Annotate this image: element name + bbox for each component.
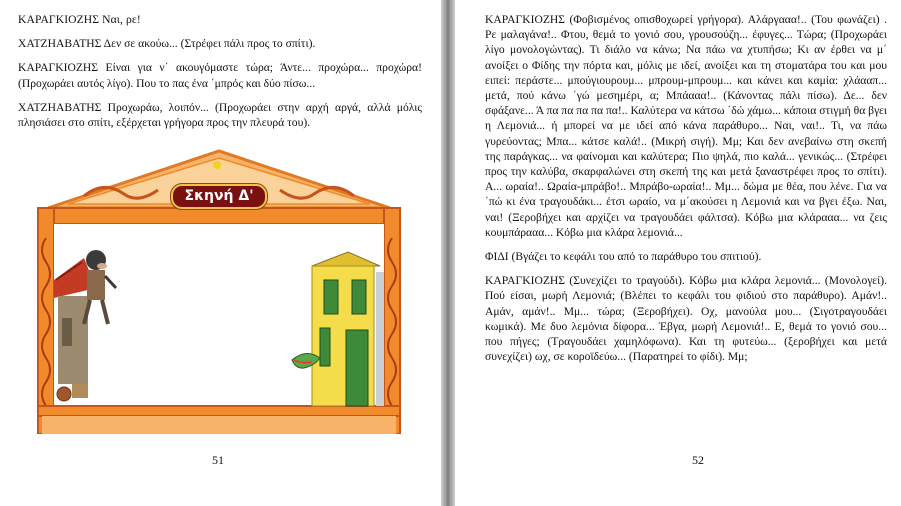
left-page — [0, 0, 441, 506]
shadow-theatre-illustration — [24, 148, 414, 434]
paragraph: ΦΙΔΙ (Βγάζει το κεφάλι του από το παράθυρο του σπιτιού). — [485, 250, 762, 264]
paragraph: ΚΑΡΑΓΚΙΟΖΗΣ Ναι, ρε! — [18, 13, 141, 26]
paragraph: ΚΑΡΑΓΚΙΟΖΗΣ (Φοβισμένος οπισθοχωρεί γρήγορα). Αλάργααα!.. (Του φωνάζει) . Ρε μαλαγάνα!.. Φτου, θεμά το γονιό σου, γρουσούζη... έφυγες... Τώρα; (Προχωράει λίγο μονολογώντας). Τι διάλο να κάνω; Να πάω να χτυπήσω; Κι αν έρθει να μ΄ ανοίξει ο Φίδης την πόρτα και, μόλις με ιδεί, ανοίξει και τη στοματάρα του και μου ειπεί: περάστε... μπούγιουρουμ... μπρουμ-μπρουμ... και κάνει και καμία: χλάααπ... μετά, πού κάνω ΄γώ μεσημέρι, α; Μπάααα!.. (Κάνοντας πάλι πίσω). Δε... δεν σφάξανε... Ά πα πα πα πα πα!.. Καλύτερα να κάτσω ΄δώ χάμω... κάποια στιγμή θα βγει η Λεμονιά... ή μπορεί να με ιδεί από κάνα παράθυρο... Ναι, ναι!.. Τι, να πάω γυρεύοντας; Μπα... κάτσε καλά!.. (Μικρή σιγή). Μμ; Και δεν ανεβαίνω στη σκεπή της παράγκας... να φαίνομαι και καλύτερα; Πιο ψηλά, πιο καλά... γενικώς... (Στρέφει προς την καλύβα, σκαρφαλώνει στη σκεπή της και μετά ξαναστρέφει προς το σπίτι). Α... ωραία!.. Ωραία-μπράβο!.. Μπράβο-ωραία!.. Μμ... δώμα με θέα, που λένε. Για να ΄πώ κι ένα τραγουδάκι... έτσι ωραίο, να μ΄ακούσει η Λεμονιά και να βγει έξω. Ναι, ναι! (Ξεροβήχει και αρχίζει να τραγουδάει φάλτσα). Κόβω μια κλάρααα... να ζεις κουμπάρααα... Κόβω μια κλάρα λεμονιά... — [485, 13, 887, 239]
left-page-text — [18, 12, 422, 139]
scene-label: Σκηνή Δ' — [171, 184, 267, 209]
paragraph: ΧΑΤΖΗΑΒΑΤΗΣ Δεν σε ακούω... (Στρέφει πάλι προς το σπίτι). — [18, 37, 316, 51]
paragraph: ΚΑΡΑΓΚΙΟΖΗΣ (Συνεχίζει το τραγούδι). Κόβω μια κλάρα λεμονιά... (Μονολογεί). Πού είσαι, μωρή Λεμονιά; (Βλέπει το κεφάλι του φιδιού στο παράθυρο). Αμάν!.. Αμάν, αμάν!.. Μμ... τώρα; (Ξεροβήχει). Οχ, μανούλα μου... (Σιγοτραγουδάει κωμικά). Με δυο λεμόνια δίφορα... Έβγα, μωρή Λεμονιά!.. Ε, θεμά το γονιό σου... που πήγες; (Τραγουδάει χαμηλόφωνα). Και τη φυτεύω... (ξεροβήχει και μετά συνεχίζει) ωχ, σε κοροϊδεύω... (Παρατηρεί το φίδι). Μμ; — [485, 274, 887, 364]
right-page-text — [485, 12, 887, 373]
page-number: 51 — [212, 453, 224, 467]
paragraph: ΚΑΡΑΓΚΙΟΖΗΣ Είναι για ν΄ ακουγόμαστε τώρα; Άντε... προχώρα... προχώρα! (Προχωράει αυτός λίγο). Που το πας ένα ΄μπρός και δύο πίσω... — [18, 61, 422, 90]
right-page — [455, 0, 901, 506]
page-number: 52 — [692, 453, 704, 467]
paragraph: ΧΑΤΖΗΑΒΑΤΗΣ Προχωράω, λοιπόν... (Προχωράει στην αρχή αργά, αλλά μόλις πλησιάσει στο σπίτι, εξέρχεται γρήγορα προς την πλευρά του). — [18, 100, 422, 130]
book-gutter — [441, 0, 455, 506]
